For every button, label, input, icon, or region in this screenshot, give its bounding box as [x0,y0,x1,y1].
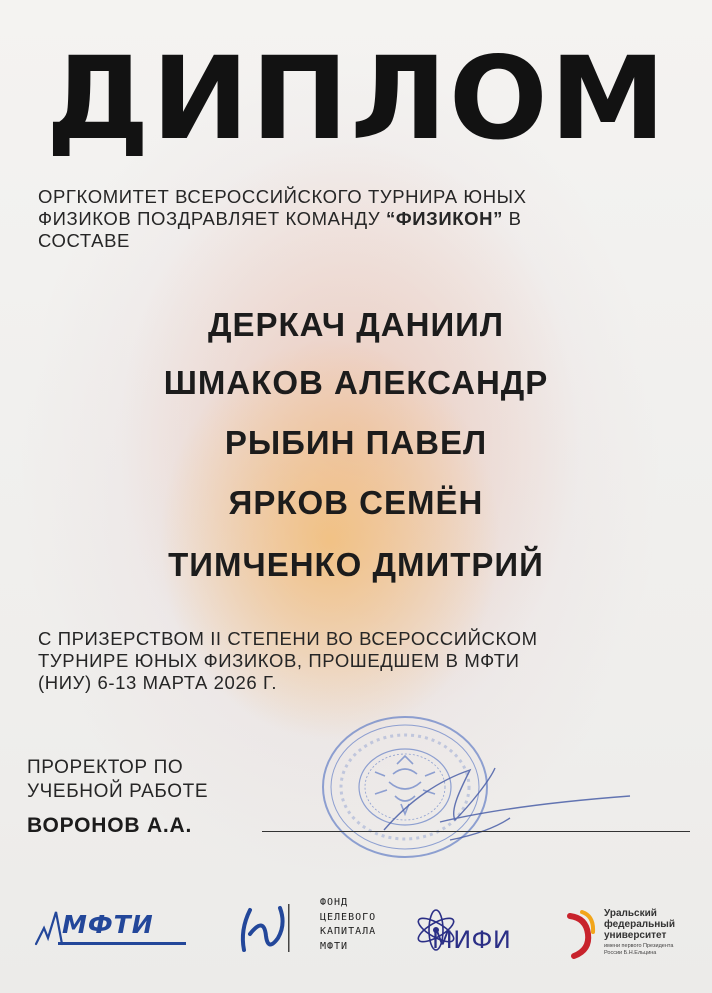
urfu-sub-1: имени первого Президента [604,943,674,949]
signer-title-line-1: ПРОРЕКТОР ПО [27,757,184,778]
fund-line-2: ЦЕЛЕВОГО [320,911,377,923]
urfu-logo-icon [566,908,596,960]
member-name: ДЕРКАЧ ДАНИИЛ [207,306,505,343]
signer-title [27,756,208,804]
signature-line [262,831,690,832]
urfu-sub-2: России Б.Н.Ельцина [604,949,657,956]
urfu-line-1: Уральский [604,908,657,919]
intro-text [38,186,678,252]
team-name: “ФИЗИКОН” [386,208,503,229]
urfu-line-3: университет [604,930,667,941]
fund-line-3: КАПИТАЛА [320,926,377,937]
intro-line-2-end: В [502,208,522,229]
urfu-logo-subtitle [604,943,694,956]
award-text [38,628,688,694]
diploma-title: ДИПЛОМ [46,32,668,165]
sponsor-logos [0,890,712,980]
fund-logo-text [320,896,376,954]
urfu-logo-text [604,908,675,941]
fund-line-4: МФТИ [320,940,349,952]
fund-line-1: ФОНД [320,897,349,908]
award-line-1: С ПРИЗЕРСТВОМ II СТЕПЕНИ ВО ВСЕРОССИЙСКОМ [38,628,538,649]
intro-line-2 [38,208,678,230]
award-line-3: (НИУ) 6-13 МАРТА 2026 Г. [38,672,278,693]
intro-line-2-start: ФИЗИКОВ ПОЗДРАВЛЯЕТ КОМАНДУ [38,208,387,229]
member-name: ШМАКОВ АЛЕКСАНДР [163,364,549,401]
award-line-2: ТУРНИРЕ ЮНЫХ ФИЗИКОВ, ПРОШЕДШЕМ В МФТИ [38,650,520,671]
mifi-logo-text: МИФИ [432,926,512,954]
member-name: РЫБИН ПАВЕЛ [224,424,488,461]
member-name: ЯРКОВ СЕМЁН [228,484,484,521]
signature-icon [380,760,640,850]
member-name: ТИМЧЕНКО ДМИТРИЙ [168,546,544,583]
mfti-logo-text: МФТИ [62,910,154,939]
urfu-line-2: федеральный [604,919,675,930]
fund-logo-icon [234,900,290,956]
intro-line-3: СОСТАВЕ [38,230,130,251]
signer-name: ВОРОНОВ А.А. [27,814,193,837]
signer-title-line-2: УЧЕБНОЙ РАБОТЕ [27,781,209,802]
intro-line-1: ОРГКОМИТЕТ ВСЕРОССИЙСКОГО ТУРНИРА ЮНЫХ [38,186,527,207]
